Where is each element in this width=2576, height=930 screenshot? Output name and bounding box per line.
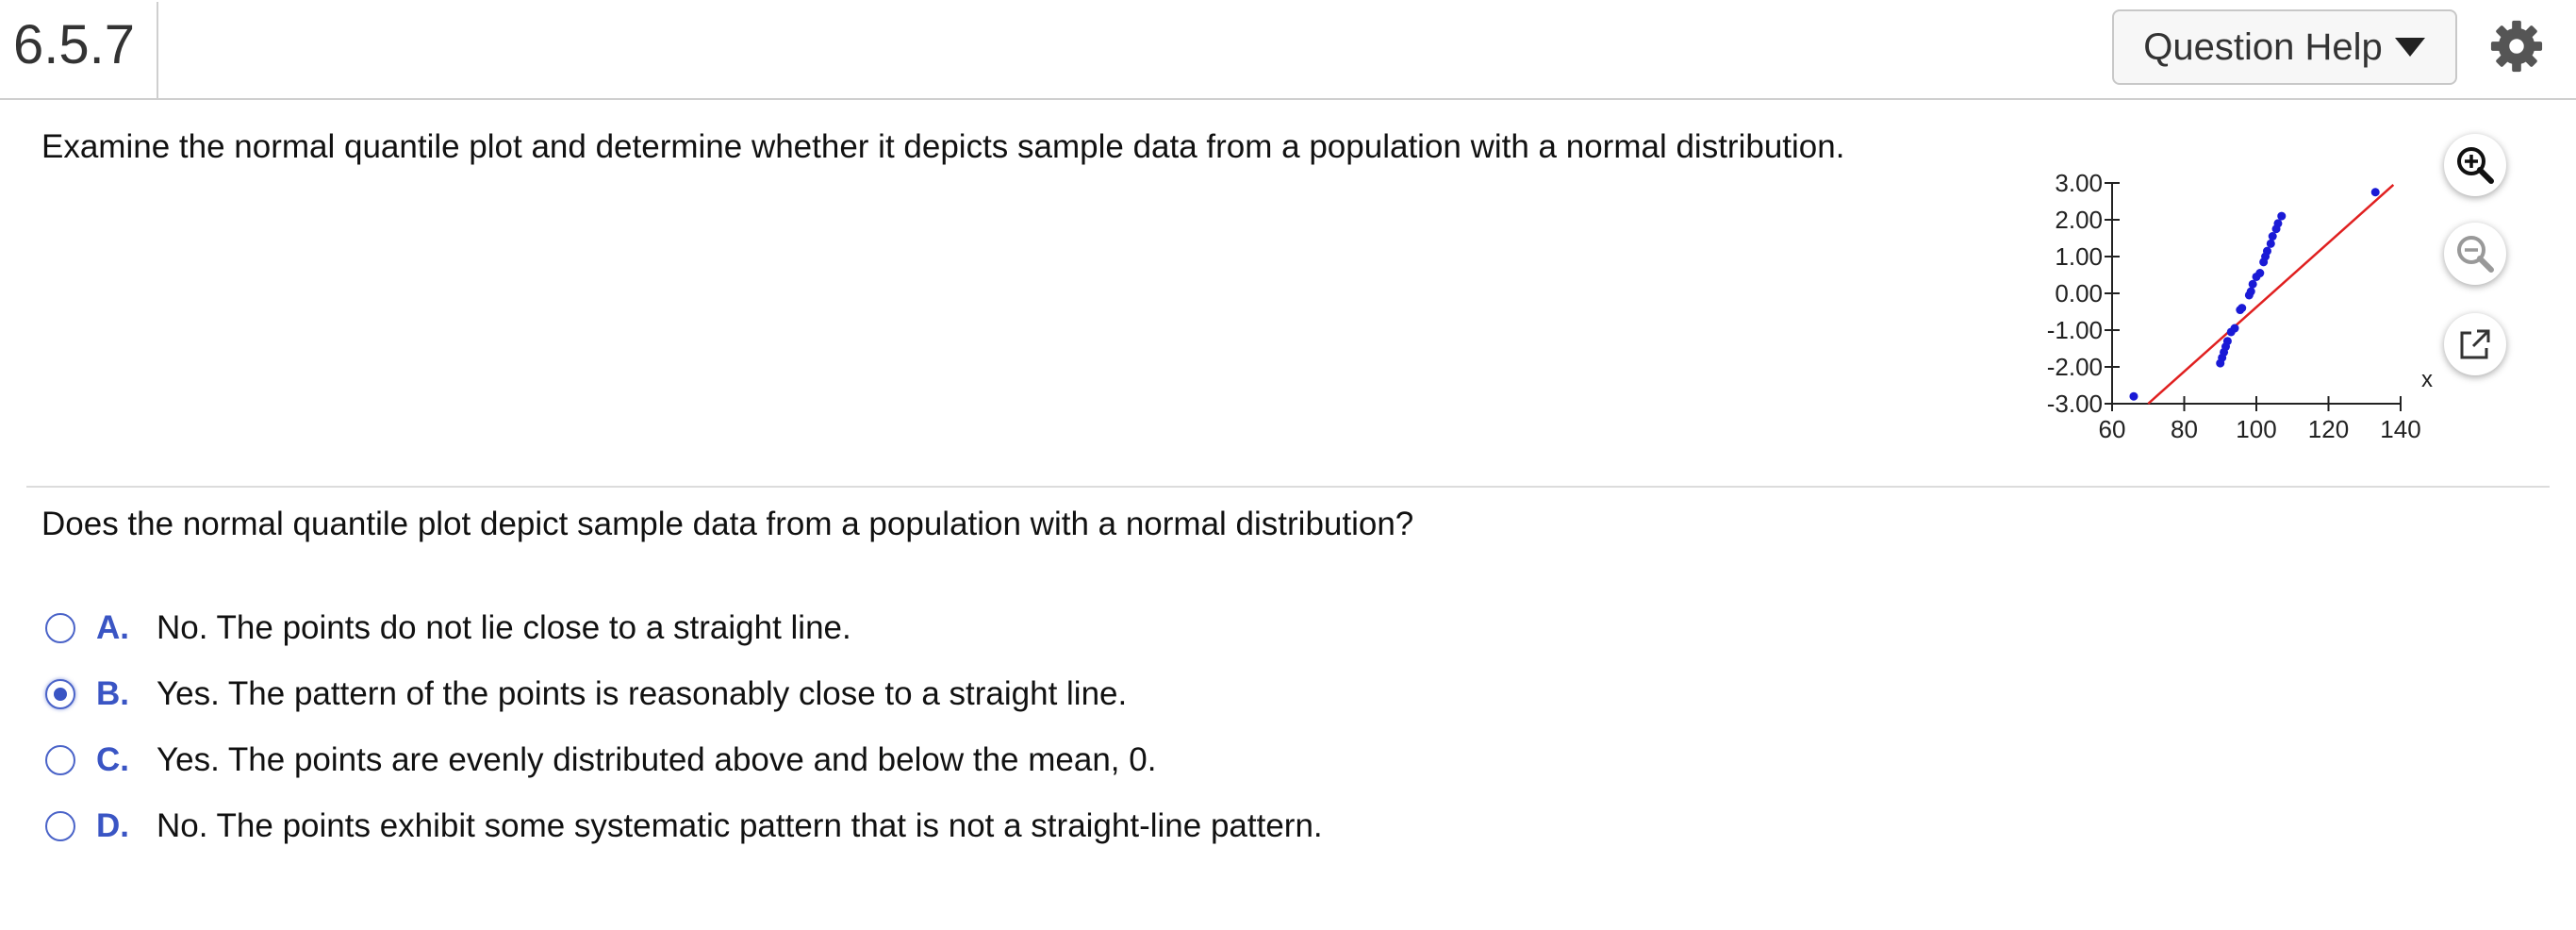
gear-icon[interactable] xyxy=(2489,19,2544,74)
section-divider xyxy=(26,486,2550,488)
option-c-letter: C. xyxy=(96,741,129,778)
option-a[interactable] xyxy=(45,602,851,655)
x-tick-label: 60 xyxy=(2098,415,2126,443)
reference-line xyxy=(2148,185,2393,404)
caret-down-icon xyxy=(2394,36,2426,58)
option-c[interactable] xyxy=(45,734,1156,787)
question-statement: Examine the normal quantile plot and determine whether it depicts sample data from a population with a normal distribution. xyxy=(41,128,1845,165)
option-d-letter: D. xyxy=(96,807,129,844)
data-point xyxy=(2263,247,2271,256)
option-c-text: Yes. The points are evenly distributed above and below the mean, 0. xyxy=(157,741,1157,778)
option-a-radio[interactable] xyxy=(45,613,75,643)
option-d-text: No. The points exhibit some systematic pattern that is not a straight-line pattern. xyxy=(157,807,1323,844)
data-point xyxy=(2223,337,2232,345)
option-b[interactable] xyxy=(45,668,1127,721)
header-divider xyxy=(157,2,158,98)
y-tick-label: -3.00 xyxy=(2046,390,2103,418)
x-axis-label: x xyxy=(2421,367,2433,392)
data-point xyxy=(2371,188,2380,196)
exercise-number: 6.5.7 xyxy=(13,14,135,75)
data-point xyxy=(2277,212,2286,221)
data-point xyxy=(2249,280,2257,289)
option-b-text: Yes. The pattern of the points is reasonably close to a straight line. xyxy=(157,675,1128,712)
zoom-in-icon xyxy=(2453,143,2497,187)
y-tick-label: 2.00 xyxy=(2055,206,2103,234)
x-tick-label: 100 xyxy=(2236,415,2277,443)
x-tick-label: 80 xyxy=(2171,415,2198,443)
popout-button[interactable] xyxy=(2444,313,2506,375)
data-point xyxy=(2129,392,2138,401)
data-point xyxy=(2247,288,2255,296)
y-tick-label: -2.00 xyxy=(2046,353,2103,381)
x-tick-label: 120 xyxy=(2307,415,2350,443)
option-b-letter: B. xyxy=(96,675,129,712)
data-point xyxy=(2269,232,2277,241)
y-tick-label: 1.00 xyxy=(2055,242,2103,271)
zoom-out-icon xyxy=(2453,232,2497,275)
option-a-letter: A. xyxy=(96,609,129,646)
option-b-radio[interactable] xyxy=(45,679,75,709)
question-help-button[interactable] xyxy=(2112,9,2457,85)
normal-quantile-plot xyxy=(2027,160,2433,462)
external-link-icon xyxy=(2456,325,2494,363)
question-prompt: Does the normal quantile plot depict sample data from a population with a normal distribution? xyxy=(41,506,1414,542)
option-a-text: No. The points do not lie close to a straight line. xyxy=(157,609,851,646)
data-point xyxy=(2267,240,2275,248)
data-point xyxy=(2255,269,2264,277)
data-point xyxy=(2237,304,2246,312)
option-d[interactable] xyxy=(45,800,1323,853)
option-d-radio[interactable] xyxy=(45,811,75,841)
data-point xyxy=(2231,324,2239,333)
x-tick-label: 140 xyxy=(2380,415,2421,443)
header-rule xyxy=(0,98,2576,100)
y-tick-label: 0.00 xyxy=(2055,279,2103,307)
y-tick-label: 3.00 xyxy=(2055,169,2103,197)
y-tick-label: -1.00 xyxy=(2046,316,2103,344)
zoom-out-button[interactable] xyxy=(2444,223,2506,285)
question-help-label: Question Help xyxy=(2143,25,2383,68)
option-c-radio[interactable] xyxy=(45,745,75,775)
data-point xyxy=(2273,219,2282,227)
zoom-in-button[interactable] xyxy=(2444,134,2506,196)
